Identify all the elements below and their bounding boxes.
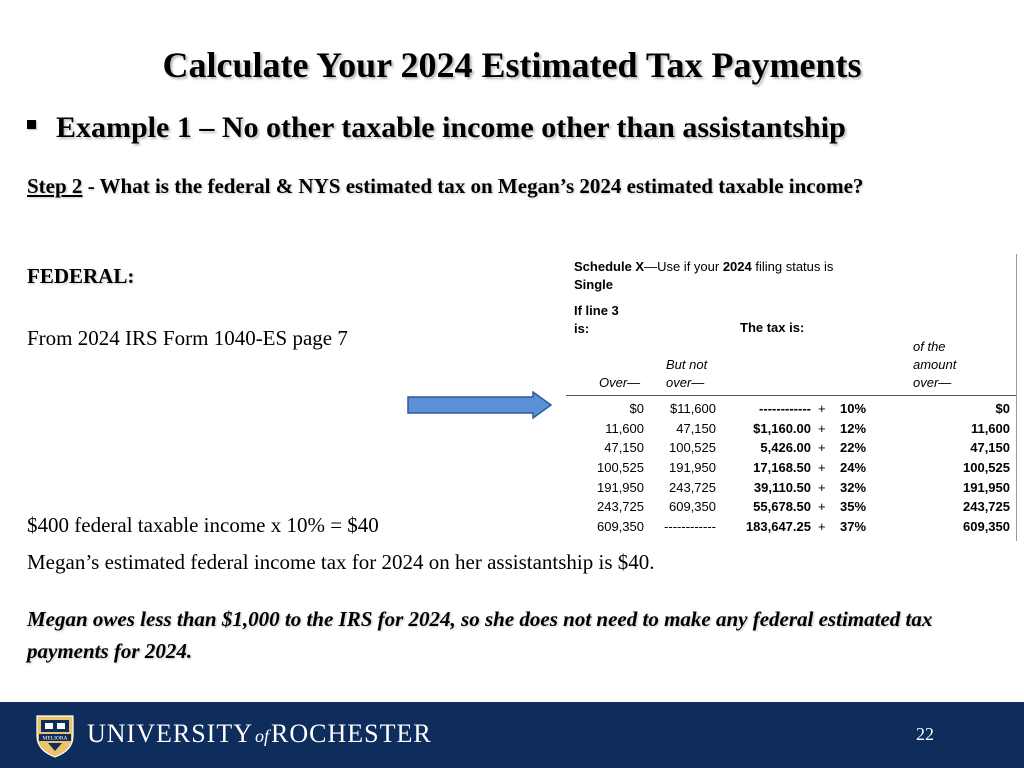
cell-base-tax: ------------ xyxy=(759,401,811,416)
cell-over: 11,600 xyxy=(605,420,644,436)
cell-amount-over: 100,525 xyxy=(963,460,1010,476)
square-bullet-icon xyxy=(27,120,36,129)
cell-but-not: ------------ xyxy=(664,519,716,535)
schedule-title xyxy=(574,258,874,294)
table-row xyxy=(566,518,1016,538)
page-number: 22 xyxy=(916,724,934,744)
cell-rate: 35% xyxy=(840,499,867,515)
univ-name-part2: ROCHESTER xyxy=(271,719,432,748)
cell-base-tax: 183,647.25 xyxy=(745,519,811,535)
cell-base-tax: 17,168.50 xyxy=(753,460,811,476)
cell-plus: + xyxy=(818,440,826,456)
if-line-2: is: xyxy=(574,321,590,336)
conclusion-text: Megan owes less than $1,000 to the IRS for 2024, so she does not need to make any federal estimated tax payments for 2024. xyxy=(27,607,933,663)
logo-motto: MELIORA xyxy=(42,735,68,742)
cell-but-not: 609,350 xyxy=(669,499,716,515)
col-header-ofamt-2: amount xyxy=(913,357,957,372)
cell-rate: 37% xyxy=(840,519,867,535)
cell-over: 191,950 xyxy=(597,479,644,495)
bullet-text: Example 1 – No other taxable income other than assistantship xyxy=(56,111,846,144)
schedule-title-year: 2024 xyxy=(722,259,752,274)
schedule-title-rest2: filing status is xyxy=(751,259,834,274)
cell-base-tax: $1,160.00 xyxy=(753,420,811,436)
cell-but-not: 243,725 xyxy=(669,479,716,495)
cell-plus: + xyxy=(818,401,826,416)
schedule-rows xyxy=(566,400,1016,538)
cell-amount-over: 243,725 xyxy=(963,499,1010,515)
cell-but-not: 191,950 xyxy=(669,460,716,476)
table-row xyxy=(566,459,1016,479)
cell-plus: + xyxy=(818,460,826,476)
university-shield-logo xyxy=(32,712,78,758)
cell-base-tax: 55,678.50 xyxy=(753,499,811,515)
cell-base-tax: 5,426.00 xyxy=(760,440,811,456)
cell-amount-over: 47,150 xyxy=(970,440,1010,456)
step-label: Step 2 xyxy=(27,174,83,198)
form-reference: From 2024 IRS Form 1040-ES page 7 xyxy=(27,326,348,350)
table-row xyxy=(566,498,1016,518)
right-arrow-icon xyxy=(407,391,553,419)
cell-amount-over: 609,350 xyxy=(963,519,1010,535)
calculation-line: $400 federal taxable income x 10% = $40 xyxy=(27,513,379,537)
col-header-over: Over— xyxy=(599,375,641,390)
step-text: - What is the federal & NYS estimated tax on Megan’s 2024 estimated taxable income? xyxy=(82,174,864,198)
cell-rate: 24% xyxy=(840,460,867,476)
col-header-ofamt-3: over— xyxy=(913,375,952,390)
bullet-item xyxy=(27,111,846,145)
header-rule xyxy=(566,395,1016,396)
cell-amount-over: 191,950 xyxy=(963,479,1010,495)
cell-over: 47,150 xyxy=(604,440,644,456)
cell-base-tax: 39,110.50 xyxy=(753,479,811,495)
cell-but-not: 47,150 xyxy=(676,420,716,436)
slide-title: Calculate Your 2024 Estimated Tax Payments xyxy=(162,45,862,85)
result-line: Megan’s estimated federal income tax for 2024 on her assistantship is $40. xyxy=(27,550,655,574)
cell-rate: 12% xyxy=(840,420,867,436)
cell-rate: 22% xyxy=(840,440,867,456)
schedule-title-bold: Schedule X xyxy=(574,259,645,274)
cell-plus: + xyxy=(818,479,826,495)
table-row xyxy=(566,439,1016,459)
table-row xyxy=(566,400,1016,420)
cell-over: 100,525 xyxy=(597,460,644,476)
col-header-amount-over xyxy=(913,338,956,392)
cell-plus: + xyxy=(818,420,826,436)
col-header-but-not-1: But not xyxy=(666,357,708,372)
if-line-1: If line 3 xyxy=(574,303,619,318)
univ-name-of: of xyxy=(255,726,270,746)
col-header-but-not-2: over— xyxy=(666,375,705,390)
schedule-x-table xyxy=(566,254,1017,541)
table-row xyxy=(566,420,1016,440)
cell-rate: 32% xyxy=(840,479,867,495)
cell-over: $0 xyxy=(629,401,644,416)
footer-bar xyxy=(0,702,1024,768)
cell-amount-over: $0 xyxy=(995,401,1010,416)
university-name xyxy=(87,719,432,749)
cell-amount-over: 11,600 xyxy=(970,420,1010,436)
cell-plus: + xyxy=(818,499,826,515)
univ-name-part1: UNIVERSITY xyxy=(87,719,253,748)
table-row xyxy=(566,479,1016,499)
cell-but-not: 100,525 xyxy=(669,440,716,456)
schedule-filing-status: Single xyxy=(574,277,614,292)
federal-heading: FEDERAL: xyxy=(27,264,135,288)
cell-over: 243,725 xyxy=(597,499,644,515)
schedule-title-rest: —Use if your xyxy=(644,259,723,274)
col-header-ofamt-1: of the xyxy=(913,339,946,354)
col-header-but-not-over xyxy=(666,356,707,392)
if-line-label xyxy=(574,302,619,338)
cell-plus: + xyxy=(818,519,826,535)
cell-but-not: $11,600 xyxy=(669,401,716,416)
step-question xyxy=(27,172,977,201)
cell-over: 609,350 xyxy=(597,519,644,535)
cell-rate: 10% xyxy=(840,401,867,416)
tax-is-label: The tax is: xyxy=(740,320,805,335)
